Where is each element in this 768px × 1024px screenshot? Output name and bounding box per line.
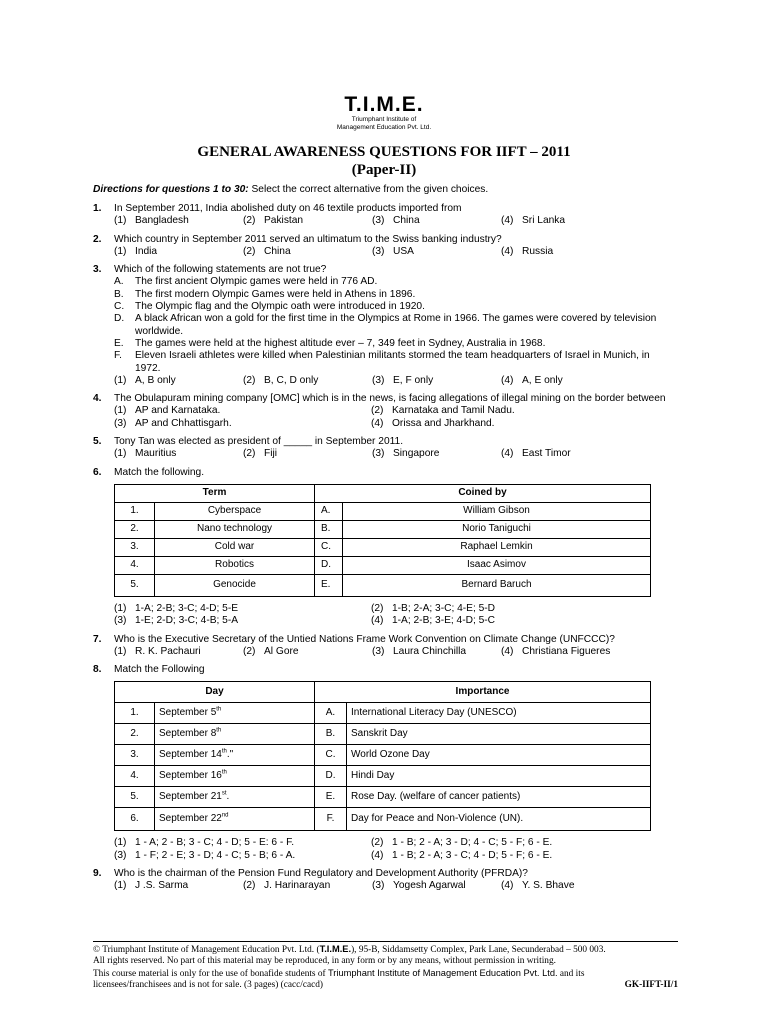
day-suffix: th <box>216 706 222 713</box>
day-suffix: th <box>216 727 222 734</box>
option-number: (3) <box>372 245 385 257</box>
statement-text: The first ancient Olympic games were held in 776 AD. <box>135 276 378 288</box>
statement-e <box>114 338 678 350</box>
question-text: Which country in September 2011 served an ultimatum to the Swiss banking industry? <box>114 233 502 245</box>
question-number: 4. <box>93 393 102 405</box>
questions-area <box>93 183 678 899</box>
row-number: 1. <box>115 502 155 520</box>
option-number: (3) <box>372 880 385 892</box>
option-number: (2) <box>243 245 256 257</box>
copyright-footer <box>93 941 678 991</box>
statement-c <box>114 301 678 313</box>
options <box>114 603 678 628</box>
statement-f <box>114 350 678 375</box>
option-1[interactable] <box>114 837 371 849</box>
option-text: Pakistan <box>264 215 304 227</box>
option-4[interactable] <box>371 850 628 862</box>
option-text: Singapore <box>393 448 440 460</box>
options <box>114 448 678 460</box>
option-2[interactable] <box>371 603 628 615</box>
option-3[interactable] <box>372 448 501 460</box>
table-row <box>115 766 651 787</box>
term-cell: Robotics <box>155 556 315 574</box>
option-number: (1) <box>114 837 127 849</box>
option-4[interactable] <box>501 215 565 227</box>
day-punctuation: ." <box>226 749 234 761</box>
statement-a <box>114 276 678 288</box>
statement-letter: E. <box>114 337 124 349</box>
statement-text: The Olympic flag and the Olympic oath were introduced in 1920. <box>135 301 425 313</box>
option-1[interactable] <box>114 880 243 892</box>
row-number: 4. <box>115 766 155 787</box>
directions <box>93 183 678 196</box>
day-text: September 16 <box>159 770 222 782</box>
question-4 <box>93 393 678 430</box>
option-number: (4) <box>371 417 384 429</box>
statement-letter: B. <box>114 288 124 300</box>
statement-text: The games were held at the highest altitude ever – 7, 349 feet in Sydney, Australia in 1968. <box>135 337 546 349</box>
option-number: (3) <box>372 645 385 657</box>
row-letter: D. <box>315 766 347 787</box>
option-number: (2) <box>243 374 256 386</box>
day-text: September 5 <box>159 707 217 719</box>
option-number: (1) <box>114 405 127 417</box>
table-header-row <box>115 484 651 502</box>
column-header-term: Term <box>115 484 315 502</box>
option-text: 1 - B; 2 - A; 3 - C; 4 - D; 5 - F; 6 - E. <box>392 849 553 861</box>
option-1[interactable] <box>114 246 243 258</box>
option-4[interactable] <box>371 615 628 627</box>
day-text: September 8 <box>159 728 217 740</box>
option-2[interactable] <box>243 375 372 387</box>
option-1[interactable] <box>114 646 243 658</box>
option-number: (3) <box>114 849 127 861</box>
statement-text: The first modern Olympic Games were held in Athens in 1896. <box>135 288 416 300</box>
option-4[interactable] <box>501 448 571 460</box>
option-text: R. K. Pachauri <box>135 645 201 657</box>
option-4[interactable] <box>371 418 628 430</box>
table-row <box>115 787 651 808</box>
coined-by-cell: Norio Taniguchi <box>343 520 651 538</box>
row-letter: D. <box>315 556 343 574</box>
option-4[interactable] <box>501 646 610 658</box>
option-text: Christiana Figueres <box>522 645 611 657</box>
row-number: 3. <box>115 745 155 766</box>
option-number: (4) <box>501 245 514 257</box>
row-number: 6. <box>115 808 155 831</box>
option-text: Orissa and Jharkhand. <box>392 417 495 429</box>
option-2[interactable] <box>243 246 372 258</box>
options <box>114 215 678 227</box>
question-text: Match the Following <box>114 664 205 676</box>
row-number: 3. <box>115 538 155 556</box>
directions-label: Directions for questions 1 to 30: <box>93 184 249 195</box>
option-3[interactable] <box>114 615 371 627</box>
question-6 <box>93 467 678 628</box>
question-number: 6. <box>93 466 102 478</box>
question-1 <box>93 203 678 228</box>
option-text: India <box>135 245 158 257</box>
option-text: China <box>264 245 291 257</box>
option-number: (4) <box>371 849 384 861</box>
day-suffix: nd <box>221 812 229 819</box>
footer-brand: T.I.M.E. <box>319 944 352 954</box>
option-4[interactable] <box>501 375 563 387</box>
option-4[interactable] <box>501 880 574 892</box>
option-text: 1-B; 2-A; 3-C; 4-E; 5-D <box>392 602 496 614</box>
importance-cell: Day for Peace and Non-Violence (UN). <box>347 808 651 831</box>
footer-line-1 <box>93 944 678 956</box>
day-cell <box>155 724 315 745</box>
option-text: 1-E; 2-D; 3-C; 4-B; 5-A <box>135 615 239 627</box>
option-text: B, C, D only <box>264 374 319 386</box>
day-text: September 14 <box>159 749 222 761</box>
option-number: (3) <box>114 615 127 627</box>
coined-by-cell: Isaac Asimov <box>343 556 651 574</box>
footer-line-3 <box>93 968 678 980</box>
term-cell: Cold war <box>155 538 315 556</box>
option-text: E, F only <box>393 374 434 386</box>
row-letter: F. <box>315 808 347 831</box>
importance-cell: Sanskrit Day <box>347 724 651 745</box>
option-number: (2) <box>243 448 256 460</box>
row-letter: A. <box>315 703 347 724</box>
option-2[interactable] <box>243 448 372 460</box>
column-header-importance: Importance <box>315 682 651 703</box>
row-number: 2. <box>115 724 155 745</box>
row-letter: C. <box>315 745 347 766</box>
question-3 <box>93 264 678 387</box>
question-number: 2. <box>93 233 102 245</box>
option-text: China <box>393 215 420 227</box>
option-text: 1 - B; 2 - A; 3 - D; 4 - C; 5 - F; 6 - E. <box>392 837 553 849</box>
option-text: J. Harinarayan <box>264 880 331 892</box>
importance-cell: Hindi Day <box>347 766 651 787</box>
question-text: Who is the chairman of the Pension Fund Regulatory and Development Authority (PFRDA)? <box>114 868 528 880</box>
option-3[interactable] <box>372 375 501 387</box>
option-2[interactable] <box>243 646 372 658</box>
statement-letter: F. <box>114 350 122 362</box>
day-cell <box>155 703 315 724</box>
option-text: Yogesh Agarwal <box>393 880 466 892</box>
statement-d <box>114 313 678 338</box>
options <box>114 880 678 892</box>
options <box>114 837 678 862</box>
option-number: (1) <box>114 448 127 460</box>
option-text: Bangladesh <box>135 215 189 227</box>
day-text: September 22 <box>159 813 222 825</box>
option-text: AP and Karnataka. <box>135 405 221 417</box>
option-text: Russia <box>522 245 554 257</box>
option-3[interactable] <box>372 215 501 227</box>
footer-text: © Triumphant Institute of Management Education Pvt. Ltd. ( <box>93 945 320 955</box>
day-suffix: st <box>221 790 227 797</box>
statement-letter: A. <box>114 276 124 288</box>
option-text: 1 - A; 2 - B; 3 - C; 4 - D; 5 - E: 6 - F. <box>135 837 295 849</box>
option-number: (4) <box>371 615 384 627</box>
option-number: (2) <box>243 215 256 227</box>
option-number: (1) <box>114 215 127 227</box>
option-number: (1) <box>114 245 127 257</box>
option-text: A, E only <box>522 374 563 386</box>
options <box>114 405 678 430</box>
option-text: Sri Lanka <box>522 215 566 227</box>
day-cell <box>155 766 315 787</box>
option-number: (4) <box>501 880 514 892</box>
option-text: East Timor <box>522 448 571 460</box>
term-cell: Nano technology <box>155 520 315 538</box>
day-cell <box>155 745 315 766</box>
option-text: A, B only <box>135 374 176 386</box>
option-3[interactable] <box>372 246 501 258</box>
option-2[interactable] <box>243 215 372 227</box>
question-text: In September 2011, India abolished duty on 46 textile products imported from <box>114 203 462 214</box>
question-5 <box>93 436 678 461</box>
table-row <box>115 502 651 520</box>
question-text: Tony Tan was elected as president of _____ in September 2011. <box>114 436 404 448</box>
option-1[interactable] <box>114 375 243 387</box>
row-number: 4. <box>115 556 155 574</box>
option-text: Mauritius <box>135 448 177 460</box>
match-table-terms <box>114 484 651 597</box>
question-text: The Obulapuram mining company [OMC] which is in the news, is facing allegations of illegal mining on the border between <box>114 393 666 405</box>
question-number: 3. <box>93 264 102 276</box>
footer-text: This course material is only for the use of bonafide students of <box>93 968 328 979</box>
table-row <box>115 745 651 766</box>
option-3[interactable] <box>372 880 501 892</box>
option-number: (2) <box>371 405 384 417</box>
table-row <box>115 574 651 596</box>
document-title: GENERAL AWARENESS QUESTIONS FOR IIFT – 2011 <box>197 144 571 160</box>
footer-line-4: licensees/franchisees and is not for sale. (3 pages) (cacc/cacd) <box>93 979 323 990</box>
question-number: 9. <box>93 868 102 880</box>
option-number: (2) <box>371 837 384 849</box>
document-subtitle: (Paper-II) <box>351 162 417 178</box>
option-1[interactable] <box>114 448 243 460</box>
option-text: Al Gore <box>264 645 299 657</box>
option-number: (3) <box>372 448 385 460</box>
option-number: (4) <box>501 215 514 227</box>
column-header-day: Day <box>115 682 315 703</box>
option-2[interactable] <box>243 880 372 892</box>
question-number: 1. <box>93 203 102 214</box>
table-row <box>115 703 651 724</box>
coined-by-cell: William Gibson <box>343 502 651 520</box>
option-number: (4) <box>501 374 514 386</box>
footer-company: Triumphant Institute of Management Education Pvt. Ltd. <box>327 967 558 978</box>
option-number: (3) <box>372 374 385 386</box>
option-number: (3) <box>372 215 385 227</box>
option-number: (2) <box>243 645 256 657</box>
option-3[interactable] <box>114 418 371 430</box>
option-text: Karnataka and Tamil Nadu. <box>392 405 515 417</box>
question-text: Match the following. <box>114 466 205 478</box>
option-text: 1 - F; 2 - E; 3 - D; 4 - C; 5 - B; 6 - A. <box>135 849 296 861</box>
logo-line-1: Triumphant Institute of <box>351 116 417 123</box>
option-number: (2) <box>243 880 256 892</box>
options <box>114 246 678 258</box>
coined-by-cell: Raphael Lemkin <box>343 538 651 556</box>
option-3[interactable] <box>372 646 501 658</box>
day-suffix: th <box>221 748 227 755</box>
term-cell: Cyberspace <box>155 502 315 520</box>
day-cell <box>155 787 315 808</box>
logo-mark: T.I.M.E. <box>344 93 424 116</box>
option-number: (4) <box>501 645 514 657</box>
statement-b <box>114 289 678 301</box>
options <box>114 375 678 387</box>
option-text: J .S. Sarma <box>135 880 189 892</box>
institute-logo <box>0 94 768 131</box>
option-number: (1) <box>114 602 127 614</box>
row-letter: C. <box>315 538 343 556</box>
statement-text: Eleven Israeli athletes were killed when Palestinian militants stormed the team headquarters of Israel in Munich, in 1972. <box>135 350 650 374</box>
option-text: 1-A; 2-B; 3-E; 4-D; 5-C <box>392 615 496 627</box>
options <box>114 646 678 658</box>
row-letter: A. <box>315 502 343 520</box>
option-2[interactable] <box>371 405 628 417</box>
importance-cell: Rose Day. (welfare of cancer patients) <box>347 787 651 808</box>
day-text: September 21 <box>159 791 222 803</box>
option-text: 1-A; 2-B; 3-C; 4-D; 5-E <box>135 602 239 614</box>
row-letter: B. <box>315 724 347 745</box>
day-suffix: th <box>221 769 227 776</box>
row-number: 5. <box>115 574 155 596</box>
table-row <box>115 808 651 831</box>
table-row <box>115 520 651 538</box>
option-number: (1) <box>114 645 127 657</box>
option-2[interactable] <box>371 837 628 849</box>
option-text: USA <box>393 245 414 257</box>
row-number: 5. <box>115 787 155 808</box>
option-number: (4) <box>501 448 514 460</box>
question-number: 8. <box>93 664 102 676</box>
option-text: Laura Chinchilla <box>393 645 467 657</box>
coined-by-cell: Bernard Baruch <box>343 574 651 596</box>
question-number: 7. <box>93 633 102 645</box>
statement-text: A black African won a gold for the first time in the Olympics at Rome in 1966. The games were covered by television worldwide. <box>135 313 657 337</box>
logo-line-2: Management Education Pvt. Ltd. <box>336 123 432 131</box>
directions-text: Select the correct alternative from the given choices. <box>248 184 489 195</box>
option-text: AP and Chhattisgarh. <box>135 417 232 429</box>
question-8 <box>93 664 678 862</box>
option-number: (1) <box>114 880 127 892</box>
question-2 <box>93 234 678 259</box>
question-7 <box>93 634 678 659</box>
option-1[interactable] <box>114 215 243 227</box>
question-text: Which of the following statements are not true? <box>114 264 327 276</box>
column-header-coined-by: Coined by <box>315 484 651 502</box>
table-row <box>115 538 651 556</box>
importance-cell: World Ozone Day <box>347 745 651 766</box>
row-letter: B. <box>315 520 343 538</box>
statement-letter: D. <box>114 313 125 325</box>
option-1[interactable] <box>114 405 371 417</box>
option-text: Y. S. Bhave <box>522 880 575 892</box>
day-cell <box>155 808 315 831</box>
option-text: Fiji <box>264 448 278 460</box>
option-1[interactable] <box>114 603 371 615</box>
day-punctuation: . <box>226 791 230 803</box>
table-header-row <box>115 682 651 703</box>
table-row <box>115 556 651 574</box>
option-4[interactable] <box>501 246 553 258</box>
question-9 <box>93 868 678 893</box>
term-cell: Genocide <box>155 574 315 596</box>
row-number: 1. <box>115 703 155 724</box>
question-number: 5. <box>93 436 102 448</box>
option-number: (3) <box>114 417 127 429</box>
match-table-days <box>114 681 651 831</box>
page-code: GK-IIFT-II/1 <box>624 979 678 990</box>
option-3[interactable] <box>114 850 371 862</box>
row-number: 2. <box>115 520 155 538</box>
question-text: Who is the Executive Secretary of the Untied Nations Frame Work Convention on Climate Change (UNFCCC)? <box>114 633 615 645</box>
statement-letter: C. <box>114 301 125 313</box>
row-letter: E. <box>315 574 343 596</box>
table-row <box>115 724 651 745</box>
row-letter: E. <box>315 787 347 808</box>
importance-cell: International Literacy Day (UNESCO) <box>347 703 651 724</box>
option-number: (1) <box>114 374 127 386</box>
footer-text: and its <box>557 968 585 979</box>
footer-line-2: All rights reserved. No part of this material may be reproduced, in any form or by any means, without permission in writing. <box>93 956 556 967</box>
option-number: (2) <box>371 602 384 614</box>
footer-text: ), 95-B, Siddamsetty Complex, Park Lane, Secunderabad – 500 003. <box>351 945 606 955</box>
